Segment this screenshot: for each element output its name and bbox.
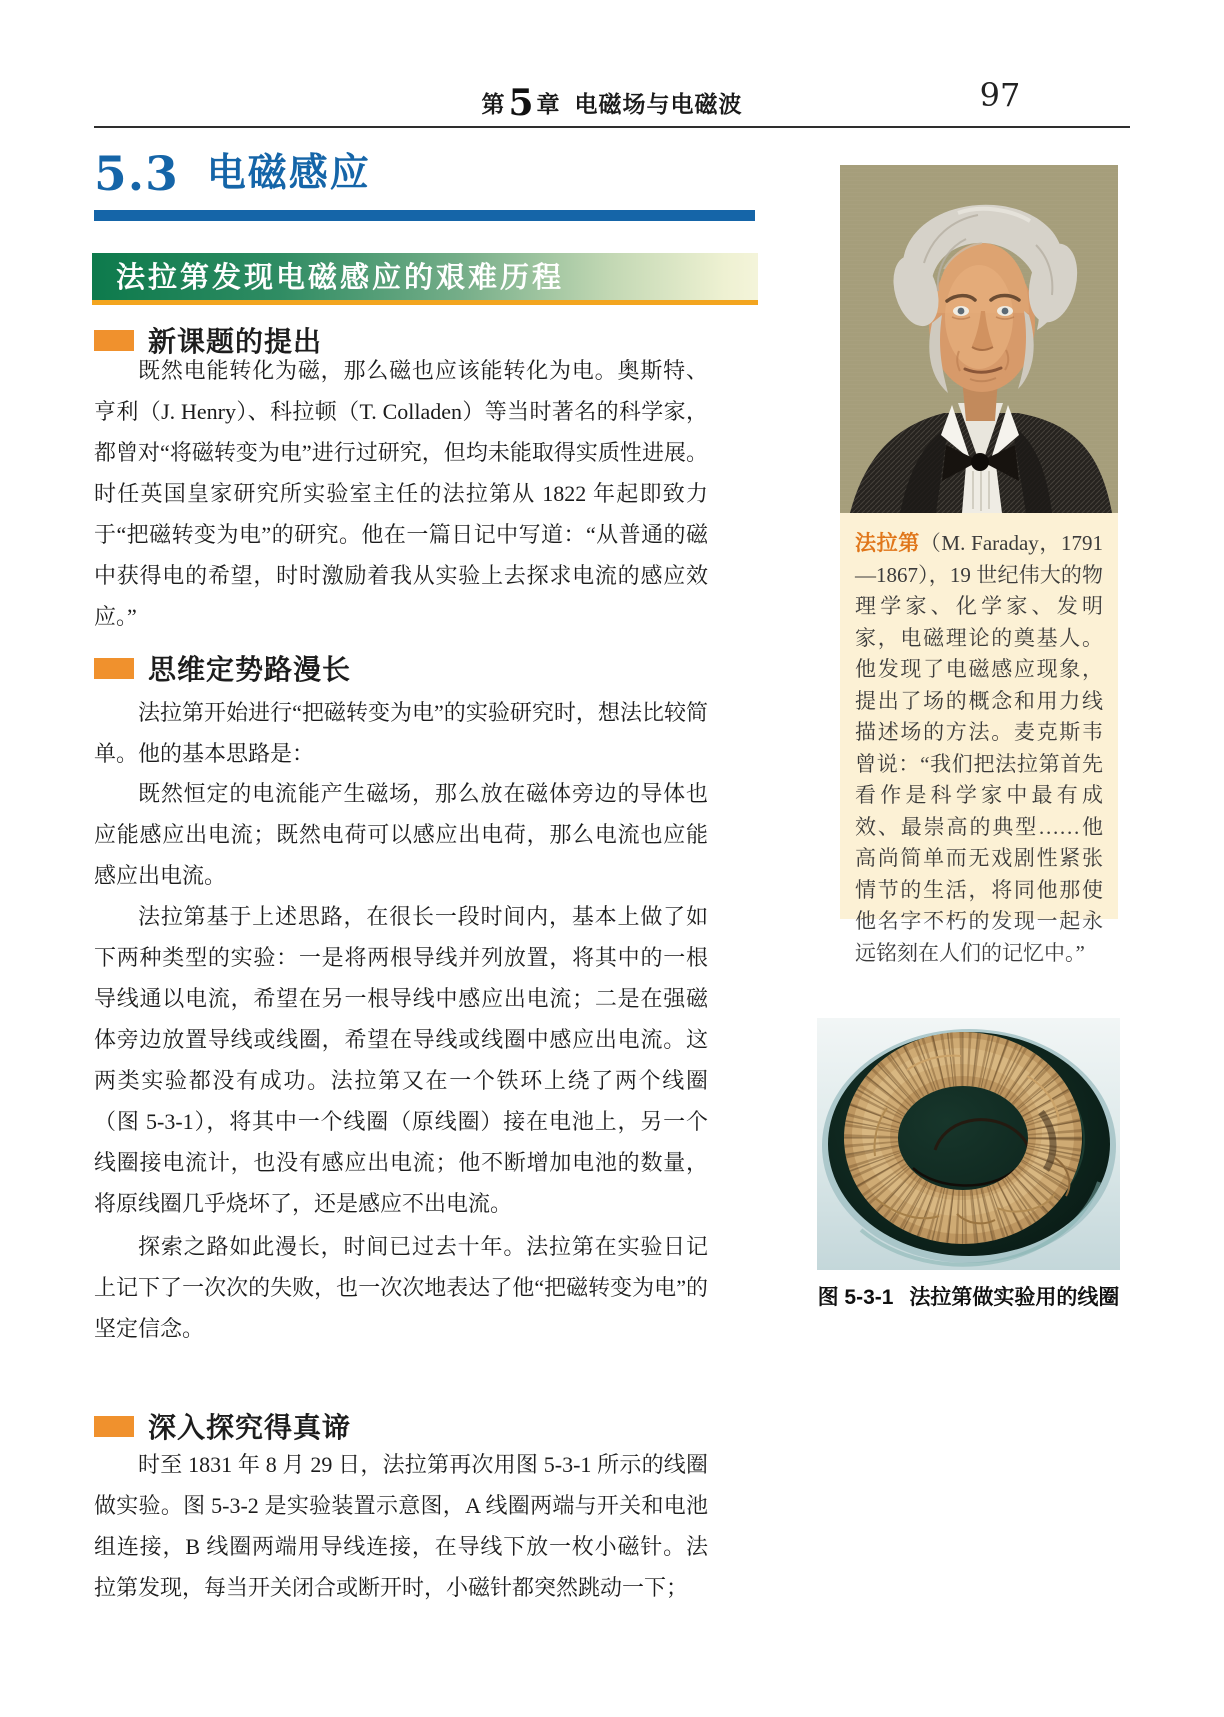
topic-banner-label: 法拉第发现电磁感应的艰难历程	[116, 262, 565, 294]
subsection-heading-truth-found	[94, 1406, 351, 1446]
subsection-heading-long-road	[94, 648, 351, 688]
chapter-title: 电磁场与电磁波	[574, 91, 743, 117]
section-title-underline	[94, 210, 755, 221]
body-paragraph: 法拉第基于上述思路，在很长一段时间内，基本上做了如下两种类型的实验：一是将两根导线并列放置，将其中的一根导线通以电流，希望在另一根导线中感应出电流；二是在强磁体旁边放置导线或线圈，希望在导线或线圈中感应出电流。这两类实验都没有成功。法拉第又在一个铁环上绕了两个线圈（图 5-3-1），将其中一个线圈（原线圈）接在电池上，另一个线圈接电流计，也没有感应出电流；他不断增加电池的数量，将原线圈几乎烧坏了，还是感应不出电流。	[94, 904, 708, 1216]
orange-square-marker-icon	[94, 658, 134, 679]
section-title	[94, 142, 371, 202]
faraday-portrait-image	[840, 165, 1118, 513]
page-number: 97	[979, 76, 1021, 114]
body-paragraph: 时至 1831 年 8 月 29 日，法拉第再次用图 5-3-1 所示的线圈做实验。图 5-3-2 是实验装置示意图，A 线圈两端与开关和电池组连接，B 线圈两端用导线连接，在导线下放一枚小磁针。法拉第发现，每当开关闭合或断开时，小磁针都突然跳动一下；	[94, 1452, 708, 1600]
chapter-suffix: 章	[536, 91, 561, 117]
body-paragraph: 探索之路如此漫长，时间已过去十年。法拉第在实验日记上记下了一次次的失败，也一次次地表达了他“把磁转变为电”的坚定信念。	[94, 1234, 708, 1341]
body-paragraph: 既然恒定的电流能产生磁场，那么放在磁体旁边的导体也应能感应出电流；既然电荷可以感应出电荷，那么电流也应能感应出电流。	[94, 781, 708, 888]
chapter-number: 5	[508, 82, 534, 124]
figure-label: 图 5-3-1	[817, 1286, 894, 1309]
body-paragraph: 法拉第开始进行“把磁转变为电”的实验研究时，想法比较简单。他的基本思路是：	[94, 700, 708, 766]
faraday-bio-body: （M. Faraday，1791—1867），19 世纪伟大的物理学家、化学家、发明家，电磁理论的奠基人。他发现了电磁感应现象，提出了场的概念和用力线描述场的方法。麦克斯韦曾说：“我们把法拉第首先看作是科学家中最有成效、最崇高的典型……他高尚简单而无戏剧性紧张情节的生活，将同他那使他名字不朽的发现一起永远铭刻在人们的记忆中。”	[855, 531, 1103, 965]
topic-banner-underline	[92, 300, 758, 305]
orange-square-marker-icon	[94, 1416, 134, 1437]
faraday-name: 法拉第	[855, 532, 920, 555]
figure-caption-text: 法拉第做实验用的线圈	[909, 1286, 1120, 1309]
faraday-bio-text	[855, 528, 1103, 969]
topic-banner	[92, 253, 758, 300]
header-rule	[94, 126, 1130, 128]
body-paragraph: 既然电能转化为磁，那么磁也应该能转化为电。奥斯特、亨利（J. Henry）、科拉顿（T. Colladen）等当时著名的科学家，都曾对“将磁转变为电”进行过研究，但均未能取得实质性进展。时任英国皇家研究所实验室主任的法拉第从 1822 年起即致力于“把磁转变为电”的研究。他在一篇日记中写道：“从普通的磁中获得电的希望，时时激励着我从实验上去探求电流的感应效应。”	[94, 358, 708, 629]
coil-photo	[817, 1018, 1120, 1270]
orange-square-marker-icon	[94, 330, 134, 351]
section-name: 电磁感应	[206, 152, 371, 195]
section-number: 5.3	[94, 147, 179, 202]
subsection-heading-label: 新课题的提出	[148, 326, 323, 357]
chapter-prefix: 第	[481, 91, 506, 117]
figure-caption	[800, 1281, 1137, 1311]
subsection-heading-label: 思维定势路漫长	[148, 654, 352, 685]
faraday-bio-box	[840, 513, 1118, 965]
subsection-heading-label: 深入探究得真谛	[148, 1412, 352, 1443]
